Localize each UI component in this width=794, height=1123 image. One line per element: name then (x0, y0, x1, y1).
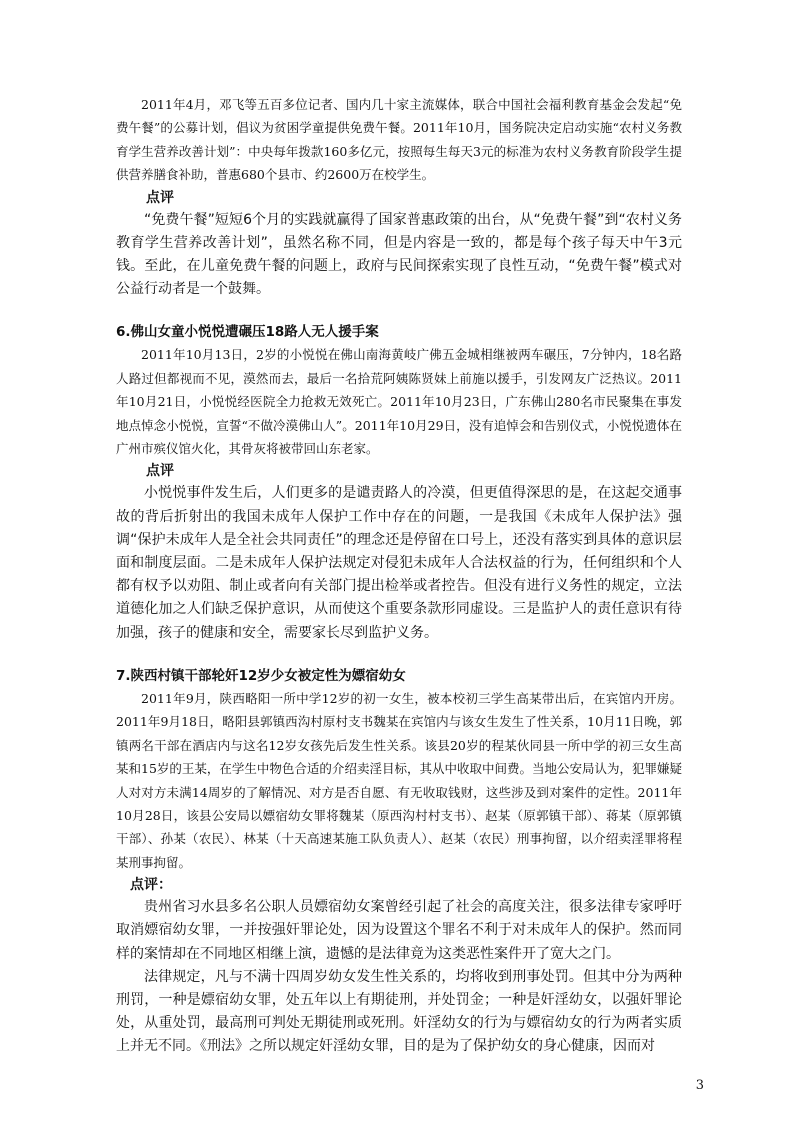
comment-paragraph: 法律规定，凡与不满十四周岁幼女发生性关系的，均将收到刑事处罚。但其中分为两种刑罚，一种是嫖宿幼女罪，处五年以上有期徒刑，并处罚金；一种是奸淫幼女，以强奸罪论处，从重处罚，最高刑可判处无期徒刑或死刑。奸淫幼女的行为与嫖宿幼女的行为两者实质上并无不同。《刑法》之所以规定奸淫幼女罪，目的是为了保护幼女的身心健康，因而对 (116, 968, 682, 1055)
news-paragraph: 2011年10月13日，2岁的小悦悦在佛山南海黄岐广佛五金城相继被两车碾压，7分钟内，18名路人路过但都视而不见，漠然而去，最后一名拾荒阿姨陈贤妹上前施以援手，引发网友广泛热议。2011年10月21日，小悦悦经医院全力抢救无效死亡。2011年10月23日，广东佛山280名市民聚集在事发地点悼念小悦悦，宣誓“不做冷漠佛山人”。2011年10月29日，没有追悼会和告别仪式，小悦悦遗体在广州市殡仪馆火化，其骨灰将被带回山东老家。 (116, 347, 682, 457)
comment-label: 点评 (146, 189, 174, 206)
comment-label: 点评 (146, 463, 174, 480)
comment-paragraph: “免费午餐”短短6个月的实践就赢得了国家普惠政策的出台，从“免费午餐”到“农村义务教育学生营养改善计划”，虽然名称不同，但是内容是一致的，都是每个孩子每天中午3元钱。至此，在儿童免费午餐的问题上，政府与民间探索实现了良性互动，“免费午餐”模式对公益行动者是一个鼓舞。 (116, 211, 682, 298)
section-free-lunch (116, 93, 682, 301)
comment-paragraph: 贵州省习水县多名公职人员嫖宿幼女案曾经引起了社会的高度关注，很多法律专家呼吁取消嫖宿幼女罪，一并按强奸罪论处，因为设置这个罪名不利于对未成年人的保护。然而同样的案情却在不同地区相继上演，遗憾的是法律竟为这类恶性案件开了宽大之门。 (116, 899, 682, 962)
news-paragraph: 2011年4月，邓飞等五百多位记者、国内几十家主流媒体，联合中国社会福利教育基金会发起“免费午餐”的公募计划，倡议为贫困学童提供免费午餐。2011年10月，国务院决定启动实施“农村义务教育学生营养改善计划”：中央每年拨款160多亿元，按照每生每天3元的标准为农村义务教育阶段学生提供营养膳食补助，普惠680个县市、约2600万在校学生。 (116, 97, 682, 183)
section-heading: 7.陕西村镇干部轮奸12岁少女被定性为嫖宿幼女 (116, 667, 406, 684)
section-heading: 6.佛山女童小悦悦遭碾压18路人无人援手案 (116, 324, 379, 341)
comment-paragraph: 小悦悦事件发生后，人们更多的是谴责路人的冷漠，但更值得深思的是，在这起交通事故的背后折射出的我国未成年人保护工作中存在的问题，一是我国《未成年人保护法》强调“保护未成年人是全社会共同责任”的理念还是停留在口号上，还没有落实到具体的意识层面和制度层面。二是未成年人保护法规定对侵犯未成年人合法权益的行为，任何组织和个人都有权予以劝阻、制止或者向有关部门提出检举或者控告。但没有进行义务性的规定，立法道德化加之人们缺乏保护意识，从而使这个重要条款形同虚设。三是监护人的责任意识有待加强，孩子的健康和安全，需要家长尽到监护义务。 (116, 485, 682, 641)
section-6 (116, 321, 682, 644)
page-number: 3 (695, 1078, 704, 1093)
comment-label: 点评： (130, 877, 172, 894)
section-7 (116, 665, 682, 1059)
news-paragraph: 2011年9月，陕西略阳一所中学12岁的初一女生，被本校初三学生高某带出后，在宾馆内开房。2011年9月18日，略阳县郭镇西沟村原村支书魏某在宾馆内与该女生发生了性关系，10月11日晚，郭镇两名干部在酒店内与这名12岁女孩先后发生性关系。该县20岁的程某伙同县一所中学的初三女生高某和15岁的王某，在学生中物色合适的介绍卖淫目标，其从中收取中间费。当地公安局认为，犯罪嫌疑人对对方未满14周岁的了解情况、对方是否自愿、有无收取钱财，这些涉及到对案件的定性。2011年10月28日，该县公安局以嫖宿幼女罪将魏某（原西沟村村支书）、赵某（原郭镇干部）、蒋某（原郭镇干部）、孙某（农民）、林某（十天高速某施工队负责人）、赵某（农民）刑事拘留，以介绍卖淫罪将程某刑事拘留。 (116, 690, 682, 870)
page-content (116, 93, 682, 1059)
